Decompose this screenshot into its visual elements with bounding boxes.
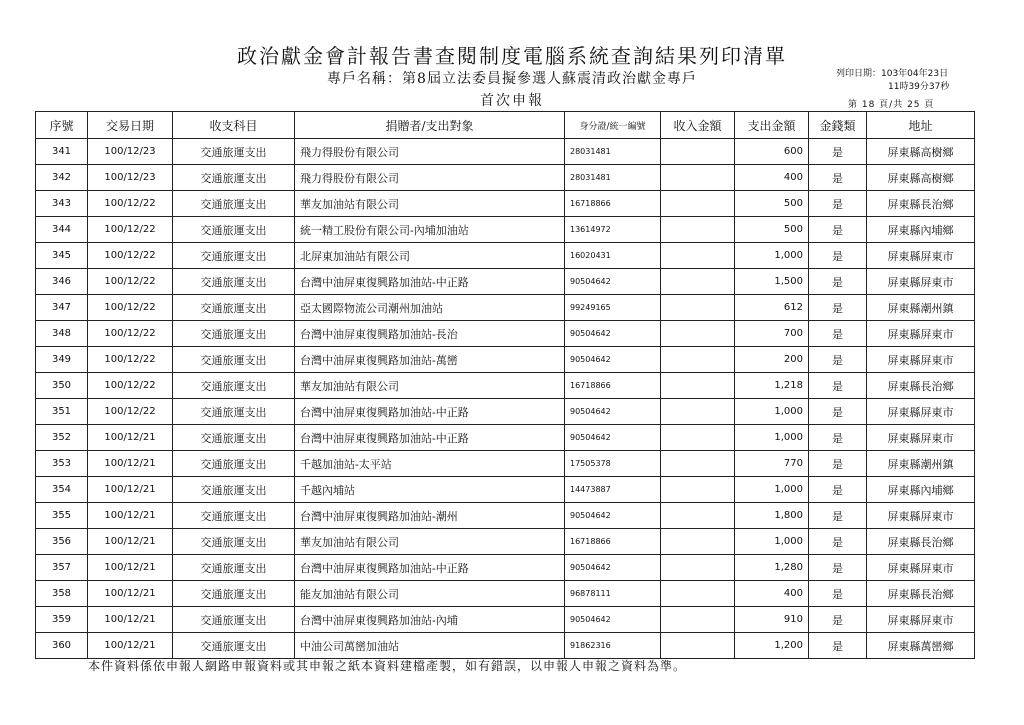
cell-money: 是 — [809, 399, 867, 425]
cell-income — [661, 425, 735, 451]
cell-income — [661, 217, 735, 243]
cell-no: 350 — [36, 373, 88, 399]
cell-date: 100/12/21 — [88, 425, 173, 451]
cell-money: 是 — [809, 607, 867, 633]
cell-money: 是 — [809, 451, 867, 477]
cell-category: 交通旅運支出 — [173, 529, 295, 555]
cell-party: 能友加油站有限公司 — [295, 581, 565, 607]
cell-category: 交通旅運支出 — [173, 633, 295, 659]
cell-category: 交通旅運支出 — [173, 477, 295, 503]
col-header-date: 交易日期 — [88, 112, 173, 139]
cell-no: 351 — [36, 399, 88, 425]
table-row — [36, 399, 975, 425]
cell-category: 交通旅運支出 — [173, 217, 295, 243]
cell-expense: 500 — [735, 217, 809, 243]
col-header-no: 序號 — [36, 112, 88, 139]
cell-no: 341 — [36, 139, 88, 165]
cell-money: 是 — [809, 477, 867, 503]
cell-category: 交通旅運支出 — [173, 451, 295, 477]
table-row — [36, 555, 975, 581]
cell-money: 是 — [809, 373, 867, 399]
cell-money: 是 — [809, 269, 867, 295]
print-date-block — [836, 68, 949, 94]
cell-income — [661, 373, 735, 399]
transactions-table — [35, 111, 975, 659]
cell-address: 屏東縣長治鄉 — [867, 581, 975, 607]
cell-income — [661, 503, 735, 529]
col-header-address: 地址 — [867, 112, 975, 139]
table-row — [36, 451, 975, 477]
cell-party: 千越加油站-太平站 — [295, 451, 565, 477]
cell-category: 交通旅運支出 — [173, 607, 295, 633]
report-type: 首次申報 — [480, 93, 544, 109]
cell-address: 屏東縣潮州鎮 — [867, 451, 975, 477]
cell-id: 90504642 — [565, 555, 661, 581]
print-time: 11時39分37秒 — [888, 82, 950, 92]
table-row — [36, 243, 975, 269]
cell-party: 飛力得股份有限公司 — [295, 165, 565, 191]
cell-date: 100/12/22 — [88, 347, 173, 373]
table-row — [36, 217, 975, 243]
cell-id: 13614972 — [565, 217, 661, 243]
cell-address: 屏東縣屏東市 — [867, 321, 975, 347]
cell-no: 359 — [36, 607, 88, 633]
table-row — [36, 321, 975, 347]
cell-party: 台灣中油屏東復興路加油站-內埔 — [295, 607, 565, 633]
cell-money: 是 — [809, 217, 867, 243]
cell-date: 100/12/21 — [88, 607, 173, 633]
cell-no: 352 — [36, 425, 88, 451]
cell-money: 是 — [809, 633, 867, 659]
cell-id: 90504642 — [565, 607, 661, 633]
cell-money: 是 — [809, 139, 867, 165]
account-name: 專戶名稱：第8屆立法委員擬參選人蘇震清政治獻金專戶 — [327, 71, 697, 87]
cell-address: 屏東縣屏東市 — [867, 555, 975, 581]
cell-category: 交通旅運支出 — [173, 139, 295, 165]
cell-address: 屏東縣內埔鄉 — [867, 477, 975, 503]
cell-party: 統一精工股份有限公司-內埔加油站 — [295, 217, 565, 243]
cell-id: 28031481 — [565, 139, 661, 165]
cell-expense: 1,000 — [735, 529, 809, 555]
cell-income — [661, 347, 735, 373]
cell-date: 100/12/21 — [88, 451, 173, 477]
cell-address: 屏東縣長治鄉 — [867, 529, 975, 555]
cell-no: 349 — [36, 347, 88, 373]
cell-income — [661, 633, 735, 659]
cell-money: 是 — [809, 503, 867, 529]
cell-party: 台灣中油屏東復興路加油站-中正路 — [295, 269, 565, 295]
cell-money: 是 — [809, 295, 867, 321]
cell-party: 中油公司萬巒加油站 — [295, 633, 565, 659]
cell-id: 90504642 — [565, 321, 661, 347]
cell-address: 屏東縣高樹鄉 — [867, 165, 975, 191]
cell-money: 是 — [809, 321, 867, 347]
cell-money: 是 — [809, 191, 867, 217]
table-row — [36, 607, 975, 633]
cell-party: 台灣中油屏東復興路加油站-中正路 — [295, 425, 565, 451]
cell-id: 17505378 — [565, 451, 661, 477]
cell-date: 100/12/21 — [88, 477, 173, 503]
cell-date: 100/12/22 — [88, 373, 173, 399]
cell-date: 100/12/21 — [88, 633, 173, 659]
cell-category: 交通旅運支出 — [173, 373, 295, 399]
col-header-money: 金錢類 — [809, 112, 867, 139]
cell-party: 華友加油站有限公司 — [295, 191, 565, 217]
cell-category: 交通旅運支出 — [173, 347, 295, 373]
cell-date: 100/12/21 — [88, 503, 173, 529]
col-header-income: 收入金額 — [661, 112, 735, 139]
cell-expense: 1,218 — [735, 373, 809, 399]
cell-money: 是 — [809, 581, 867, 607]
col-header-party: 捐贈者/支出對象 — [295, 112, 565, 139]
cell-expense: 600 — [735, 139, 809, 165]
cell-no: 346 — [36, 269, 88, 295]
cell-address: 屏東縣屏東市 — [867, 347, 975, 373]
cell-expense: 1,000 — [735, 243, 809, 269]
cell-expense: 1,200 — [735, 633, 809, 659]
cell-category: 交通旅運支出 — [173, 243, 295, 269]
page-info: 第 18 頁/共 25 頁 — [848, 100, 935, 110]
cell-income — [661, 295, 735, 321]
table-row — [36, 165, 975, 191]
cell-expense: 612 — [735, 295, 809, 321]
table-row — [36, 503, 975, 529]
cell-money: 是 — [809, 165, 867, 191]
cell-expense: 1,000 — [735, 477, 809, 503]
table-row — [36, 529, 975, 555]
cell-expense: 1,000 — [735, 425, 809, 451]
footer-note: 本件資料係依申報人網路申報資料或其申報之紙本資料建檔產製，如有錯誤，以申報人申報之資料為準。 — [88, 659, 687, 673]
cell-no: 353 — [36, 451, 88, 477]
cell-income — [661, 269, 735, 295]
cell-no: 355 — [36, 503, 88, 529]
cell-income — [661, 451, 735, 477]
col-header-expense: 支出金額 — [735, 112, 809, 139]
cell-income — [661, 165, 735, 191]
cell-id: 16718866 — [565, 529, 661, 555]
cell-address: 屏東縣屏東市 — [867, 425, 975, 451]
table-row — [36, 477, 975, 503]
cell-address: 屏東縣屏東市 — [867, 269, 975, 295]
cell-id: 16718866 — [565, 191, 661, 217]
cell-income — [661, 529, 735, 555]
cell-category: 交通旅運支出 — [173, 269, 295, 295]
cell-no: 348 — [36, 321, 88, 347]
cell-address: 屏東縣長治鄉 — [867, 191, 975, 217]
cell-date: 100/12/23 — [88, 139, 173, 165]
table-row — [36, 191, 975, 217]
cell-category: 交通旅運支出 — [173, 399, 295, 425]
cell-expense: 1,000 — [735, 399, 809, 425]
cell-no: 360 — [36, 633, 88, 659]
cell-date: 100/12/22 — [88, 191, 173, 217]
cell-id: 90504642 — [565, 425, 661, 451]
cell-id: 96878111 — [565, 581, 661, 607]
cell-category: 交通旅運支出 — [173, 555, 295, 581]
cell-party: 華友加油站有限公司 — [295, 529, 565, 555]
cell-party: 台灣中油屏東復興路加油站-長治 — [295, 321, 565, 347]
cell-income — [661, 399, 735, 425]
table-row — [36, 581, 975, 607]
cell-expense: 400 — [735, 165, 809, 191]
cell-money: 是 — [809, 555, 867, 581]
cell-party: 華友加油站有限公司 — [295, 373, 565, 399]
cell-income — [661, 477, 735, 503]
cell-expense: 200 — [735, 347, 809, 373]
cell-party: 台灣中油屏東復興路加油站-萬巒 — [295, 347, 565, 373]
cell-income — [661, 243, 735, 269]
cell-expense: 1,800 — [735, 503, 809, 529]
cell-category: 交通旅運支出 — [173, 321, 295, 347]
cell-category: 交通旅運支出 — [173, 503, 295, 529]
cell-income — [661, 321, 735, 347]
cell-no: 345 — [36, 243, 88, 269]
cell-money: 是 — [809, 425, 867, 451]
cell-address: 屏東縣屏東市 — [867, 607, 975, 633]
cell-money: 是 — [809, 529, 867, 555]
cell-id: 28031481 — [565, 165, 661, 191]
cell-date: 100/12/22 — [88, 243, 173, 269]
cell-date: 100/12/23 — [88, 165, 173, 191]
cell-expense: 910 — [735, 607, 809, 633]
cell-no: 344 — [36, 217, 88, 243]
cell-money: 是 — [809, 347, 867, 373]
cell-date: 100/12/22 — [88, 399, 173, 425]
cell-date: 100/12/21 — [88, 529, 173, 555]
cell-no: 357 — [36, 555, 88, 581]
cell-date: 100/12/21 — [88, 555, 173, 581]
cell-income — [661, 607, 735, 633]
cell-address: 屏東縣屏東市 — [867, 503, 975, 529]
cell-party: 飛力得股份有限公司 — [295, 139, 565, 165]
table-row — [36, 295, 975, 321]
cell-party: 台灣中油屏東復興路加油站-潮州 — [295, 503, 565, 529]
col-header-category: 收支科目 — [173, 112, 295, 139]
table-row — [36, 373, 975, 399]
cell-category: 交通旅運支出 — [173, 165, 295, 191]
cell-id: 90504642 — [565, 503, 661, 529]
cell-expense: 700 — [735, 321, 809, 347]
cell-id: 14473887 — [565, 477, 661, 503]
table-body — [36, 139, 975, 659]
cell-no: 354 — [36, 477, 88, 503]
cell-id: 90504642 — [565, 269, 661, 295]
table-header-row — [36, 112, 975, 139]
cell-party: 千越內埔站 — [295, 477, 565, 503]
cell-party: 台灣中油屏東復興路加油站-中正路 — [295, 399, 565, 425]
cell-expense: 770 — [735, 451, 809, 477]
cell-income — [661, 139, 735, 165]
cell-date: 100/12/21 — [88, 581, 173, 607]
cell-expense: 400 — [735, 581, 809, 607]
table-row — [36, 269, 975, 295]
cell-party: 北屏東加油站有限公司 — [295, 243, 565, 269]
cell-no: 347 — [36, 295, 88, 321]
cell-address: 屏東縣長治鄉 — [867, 373, 975, 399]
cell-no: 342 — [36, 165, 88, 191]
cell-no: 356 — [36, 529, 88, 555]
cell-money: 是 — [809, 243, 867, 269]
cell-id: 16020431 — [565, 243, 661, 269]
cell-no: 343 — [36, 191, 88, 217]
report-title: 政治獻金會計報告書查閱制度電腦系統查詢結果列印清單 — [237, 44, 787, 68]
cell-address: 屏東縣潮州鎮 — [867, 295, 975, 321]
cell-category: 交通旅運支出 — [173, 425, 295, 451]
cell-expense: 500 — [735, 191, 809, 217]
cell-id: 91862316 — [565, 633, 661, 659]
col-header-id: 身分證/統一編號 — [565, 112, 661, 139]
print-date: 列印日期：103年04年23日 — [836, 69, 949, 79]
cell-date: 100/12/22 — [88, 295, 173, 321]
cell-category: 交通旅運支出 — [173, 191, 295, 217]
cell-income — [661, 191, 735, 217]
cell-address: 屏東縣萬巒鄉 — [867, 633, 975, 659]
table-row — [36, 633, 975, 659]
cell-party: 台灣中油屏東復興路加油站-中正路 — [295, 555, 565, 581]
cell-income — [661, 555, 735, 581]
cell-address: 屏東縣屏東市 — [867, 399, 975, 425]
cell-expense: 1,500 — [735, 269, 809, 295]
cell-address: 屏東縣內埔鄉 — [867, 217, 975, 243]
table-row — [36, 347, 975, 373]
cell-date: 100/12/22 — [88, 321, 173, 347]
cell-id: 90504642 — [565, 399, 661, 425]
cell-date: 100/12/22 — [88, 269, 173, 295]
table-row — [36, 425, 975, 451]
cell-income — [661, 581, 735, 607]
cell-address: 屏東縣高樹鄉 — [867, 139, 975, 165]
cell-id: 90504642 — [565, 347, 661, 373]
cell-category: 交通旅運支出 — [173, 581, 295, 607]
table-row — [36, 139, 975, 165]
cell-date: 100/12/22 — [88, 217, 173, 243]
cell-address: 屏東縣屏東市 — [867, 243, 975, 269]
cell-category: 交通旅運支出 — [173, 295, 295, 321]
cell-no: 358 — [36, 581, 88, 607]
cell-id: 99249165 — [565, 295, 661, 321]
cell-expense: 1,280 — [735, 555, 809, 581]
cell-party: 亞太國際物流公司潮州加油站 — [295, 295, 565, 321]
cell-id: 16718866 — [565, 373, 661, 399]
